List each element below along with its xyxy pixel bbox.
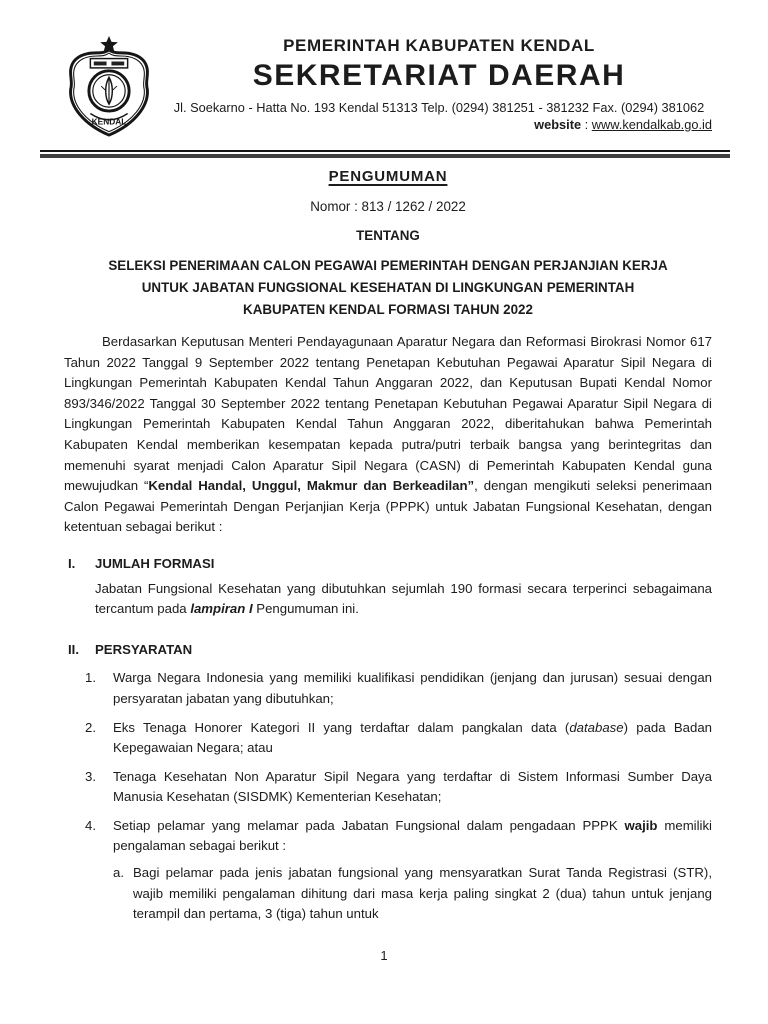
subject-line-1: SELEKSI PENERIMAAN CALON PEGAWAI PEMERINTAH DENGAN PERJANJIAN KERJA xyxy=(108,258,668,273)
subject-line-3: KABUPATEN KENDAL FORMASI TAHUN 2022 xyxy=(243,302,533,317)
list-item-2 xyxy=(85,718,712,759)
intro-paragraph xyxy=(64,332,712,538)
section-1-text-end: Pengumuman ini. xyxy=(252,601,359,617)
list-item-1-number: 1. xyxy=(85,670,96,686)
list-item-4-content xyxy=(113,816,712,925)
section-persyaratan xyxy=(64,640,712,925)
kendal-banner-text: KENDAL xyxy=(91,116,127,127)
section-2-heading xyxy=(68,640,712,661)
letterhead-text xyxy=(166,36,712,132)
list-item-4-text xyxy=(113,816,712,857)
list-item-4-text-end: memiliki pengalaman sebagai berikut : xyxy=(113,817,712,854)
website-separator: : xyxy=(581,117,592,132)
list-item-4-text-start: Setiap pelamar yang melamar pada Jabatan Fungsional dalam pengadaan PPPK xyxy=(113,817,625,833)
address-line: Jl. Soekarno - Hatta No. 193 Kendal 51313 Telp. (0294) 381251 - 381232 Fax. (0294) 381062 xyxy=(173,100,705,115)
website-label: website xyxy=(534,117,582,132)
list-item-1-text: Warga Negara Indonesia yang memiliki kualifikasi pendidikan (jenjang dan jurusan) sesuai dengan persyaratan jabatan yang dibutuhkan; xyxy=(113,670,712,706)
list-item-2-number: 2. xyxy=(85,719,96,735)
intro-text-end: , dengan mengikuti seleksi penerimaan Calon Pegawai Pemerintah Dengan Perjanjian Kerja (PPPK) untuk Jabatan Fungsional Kesehatan, dengan ketentuan sebagai berikut : xyxy=(64,478,712,535)
section-jumlah-formasi xyxy=(64,554,712,620)
kendal-coat-of-arms-logo xyxy=(58,34,160,142)
section-2-title: PERSYARATAN xyxy=(95,641,193,657)
list-item-2-text-start: Eks Tenaga Honorer Kategori II yang terdaftar dalam pangkalan data ( xyxy=(113,719,570,735)
page-number: 1 xyxy=(380,948,388,963)
document-body xyxy=(64,332,712,925)
section-2-numeral: II. xyxy=(68,641,79,657)
list-item-4-number: 4. xyxy=(85,817,96,833)
list-item-3 xyxy=(85,767,712,808)
list-item-4 xyxy=(85,816,712,925)
intro-text-start: Berdasarkan Keputusan Menteri Pendayagunaan Aparatur Negara dan Reformasi Birokrasi Nomor 617 Tahun 2022 Tanggal 9 September 2022 tentang Penetapan Kebutuhan Pegawai Aparatur Sipil Negara di Lingkungan Pemerintah Kabupaten Kendal Tahun Anggaran 2022, dan Keputusan Bupati Kendal Nomor 893/346/2022 Tanggal 30 September 2022 tentang Penetapan Kebutuhan Pegawai Aparatur Sipil Negara di Lingkungan Pemerintah Kabupaten Kendal Tahun Anggaran 2022, diberitahukan bahwa Pemerintah Kabupaten Kendal memberikan kesempatan kepada putra/putri terbaik bangsa yang berintegritas dan memenuhi syarat menjadi Calon Aparatur Sipil Negara (CASN) di Pemerintah Kabupaten Kendal guna mewujudkan “ xyxy=(64,334,712,494)
sub-item-a-letter: a. xyxy=(113,865,124,881)
agency-name: PEMERINTAH KABUPATEN KENDAL xyxy=(283,36,595,55)
section-1-heading xyxy=(68,554,712,575)
sub-item-a-text: Bagi pelamar pada jenis jabatan fungsional yang mensyaratkan Surat Tanda Registrasi (STR), wajib memiliki pengalaman dihitung dari masa kerja paling singkat 2 (dua) tahun untuk jenjang terampil dan pertama, 3 (tiga) tahun untuk xyxy=(133,865,712,922)
database-italic: database xyxy=(569,719,624,735)
document-type-title xyxy=(64,168,712,185)
subject-line-2: UNTUK JABATAN FUNGSIONAL KESEHATAN DI LINGKUNGAN PEMERINTAH xyxy=(141,280,635,295)
section-1-title: JUMLAH FORMASI xyxy=(95,555,215,571)
header-divider xyxy=(40,150,730,158)
website-line xyxy=(166,117,712,132)
sub-item-a xyxy=(113,863,712,925)
website-url[interactable]: www.kendalkab.go.id xyxy=(591,117,712,132)
section-1-numeral: I. xyxy=(68,555,76,571)
department-name: SEKRETARIAT DAERAH xyxy=(252,59,626,92)
about-label: TENTANG xyxy=(356,228,420,243)
document-subject xyxy=(64,255,712,321)
section-1-text-start: Jabatan Fungsional Kesehatan yang dibutuhkan sejumlah 190 formasi secara terperinci sebagaimana tercantum pada xyxy=(95,580,712,617)
title-block xyxy=(64,168,712,321)
header-divider-thick-line xyxy=(40,154,730,158)
section-1-paragraph xyxy=(95,579,712,620)
intro-motto-bold: Kendal Handal, Unggul, Makmur dan Berkeadilan” xyxy=(148,478,475,494)
list-item-1 xyxy=(85,668,712,709)
list-item-3-number: 3. xyxy=(85,768,96,784)
shield-shape xyxy=(71,50,148,135)
list-item-3-text: Tenaga Kesehatan Non Aparatur Sipil Negara yang terdaftar di Sistem Informasi Sumber Daya Manusia Kesehatan (SISDMK) Kementerian Kesehatan; xyxy=(113,768,712,805)
list-item-2-text xyxy=(113,718,712,759)
letterhead xyxy=(64,36,712,144)
lampiran-reference: lampiran I xyxy=(190,601,253,617)
document-number: Nomor : 813 / 1262 / 2022 xyxy=(310,199,466,214)
list-item-2-text-end: ) pada Badan Kepegawaian Negara; atau xyxy=(113,719,712,756)
document-type-text: PENGUMUMAN xyxy=(328,168,448,185)
wajib-bold: wajib xyxy=(624,817,658,833)
